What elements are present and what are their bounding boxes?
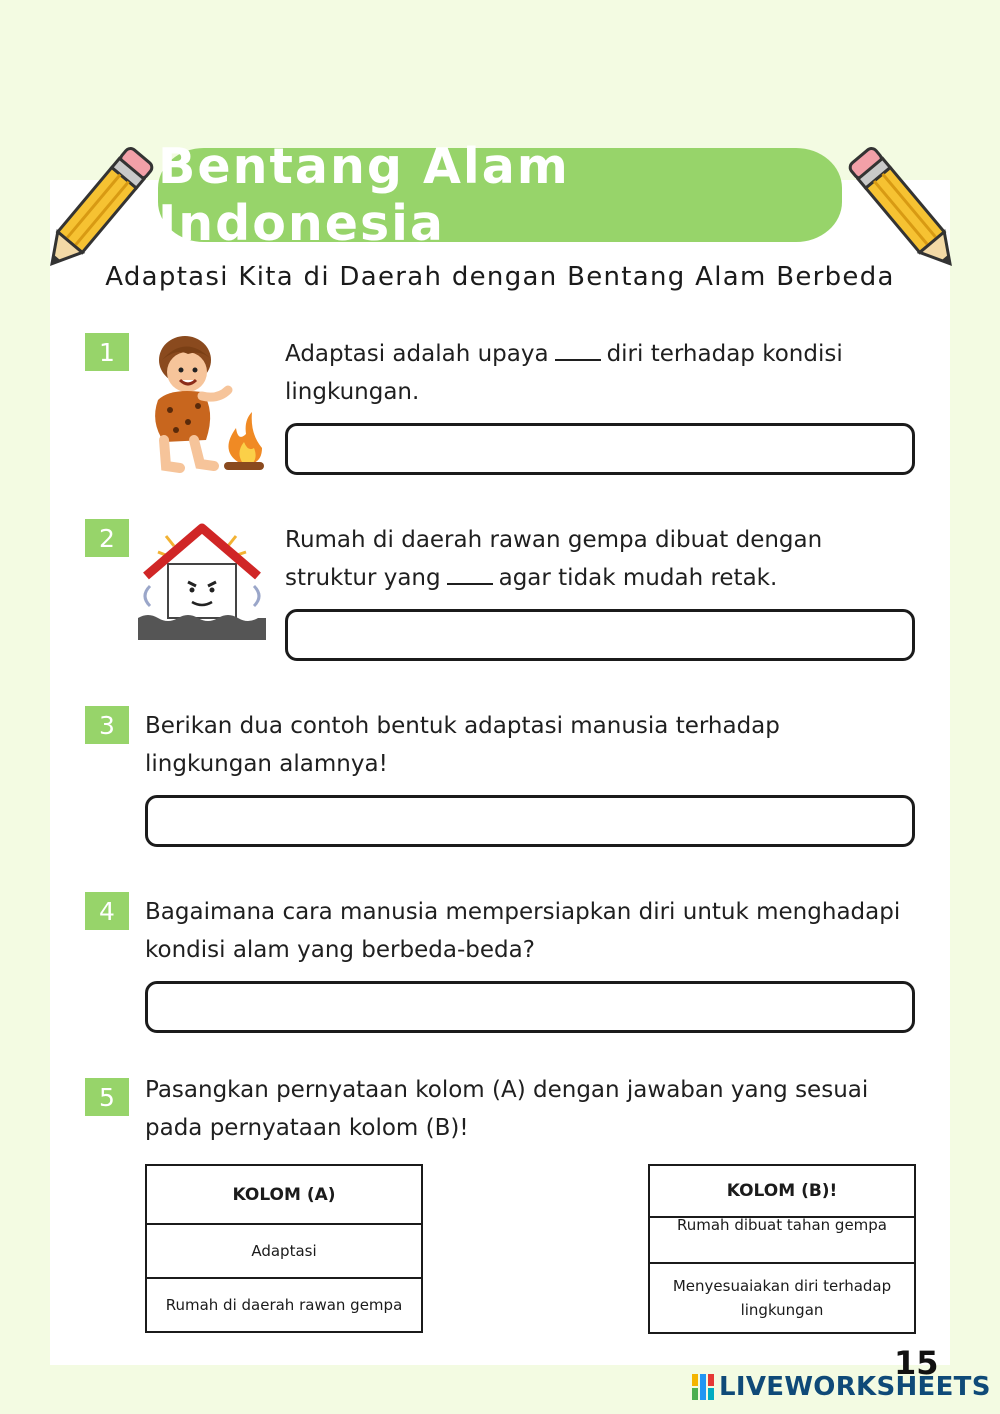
fill-blank <box>555 337 601 361</box>
column-a-header: KOLOM (A) <box>146 1165 422 1224</box>
column-b-table <box>648 1164 916 1334</box>
question-number: 5 <box>85 1078 129 1116</box>
question-text: Bagaimana cara manusia mempersiapkan diri untuk menghadapi kondisi alam yang berbeda-beda? <box>145 899 901 963</box>
caveman-campfire-illustration <box>140 330 265 475</box>
question-number: 1 <box>85 333 129 371</box>
question-number: 3 <box>85 706 129 744</box>
page-subtitle: Adaptasi Kita di Daerah dengan Bentang Alam Berbeda <box>105 262 895 292</box>
column-a-item[interactable]: Adaptasi <box>146 1224 422 1278</box>
answer-field[interactable] <box>145 795 915 847</box>
answer-field[interactable] <box>145 981 915 1033</box>
column-a-item[interactable]: Rumah di daerah rawan gempa <box>146 1278 422 1332</box>
column-b-item[interactable]: Rumah dibuat tahan gempa <box>649 1217 915 1263</box>
liveworksheets-logo: LIVEWORKSHEETS <box>692 1372 991 1402</box>
liveworksheets-icon <box>692 1374 716 1400</box>
answer-field[interactable] <box>285 609 915 661</box>
column-a-table <box>145 1164 423 1333</box>
pencil-left-icon <box>38 140 156 280</box>
question-number: 4 <box>85 892 129 930</box>
question-text: Pasangkan pernyataan kolom (A) dengan jawaban yang sesuai pada pernyataan kolom (B)! <box>145 1077 869 1141</box>
pencil-right-icon <box>846 140 964 280</box>
fill-blank <box>447 561 493 585</box>
answer-field[interactable] <box>285 423 915 475</box>
earthquake-house-illustration <box>136 522 268 640</box>
page-title: Bentang Alam Indonesia <box>158 138 570 252</box>
page-number: 15 <box>894 1344 939 1382</box>
column-b-header: KOLOM (B)! <box>649 1165 915 1217</box>
column-b-item[interactable]: Menyesuaiakan diri terhadap lingkungan <box>649 1263 915 1333</box>
question-text: Berikan dua contoh bentuk adaptasi manusia terhadap lingkungan alamnya! <box>145 713 780 777</box>
question-text: Rumah di daerah rawan gempa dibuat dengan struktur yang agar tidak mudah retak. <box>285 527 823 591</box>
question-text: Adaptasi adalah upaya diri terhadap kondisi lingkungan. <box>285 335 843 411</box>
question-number: 2 <box>85 519 129 557</box>
